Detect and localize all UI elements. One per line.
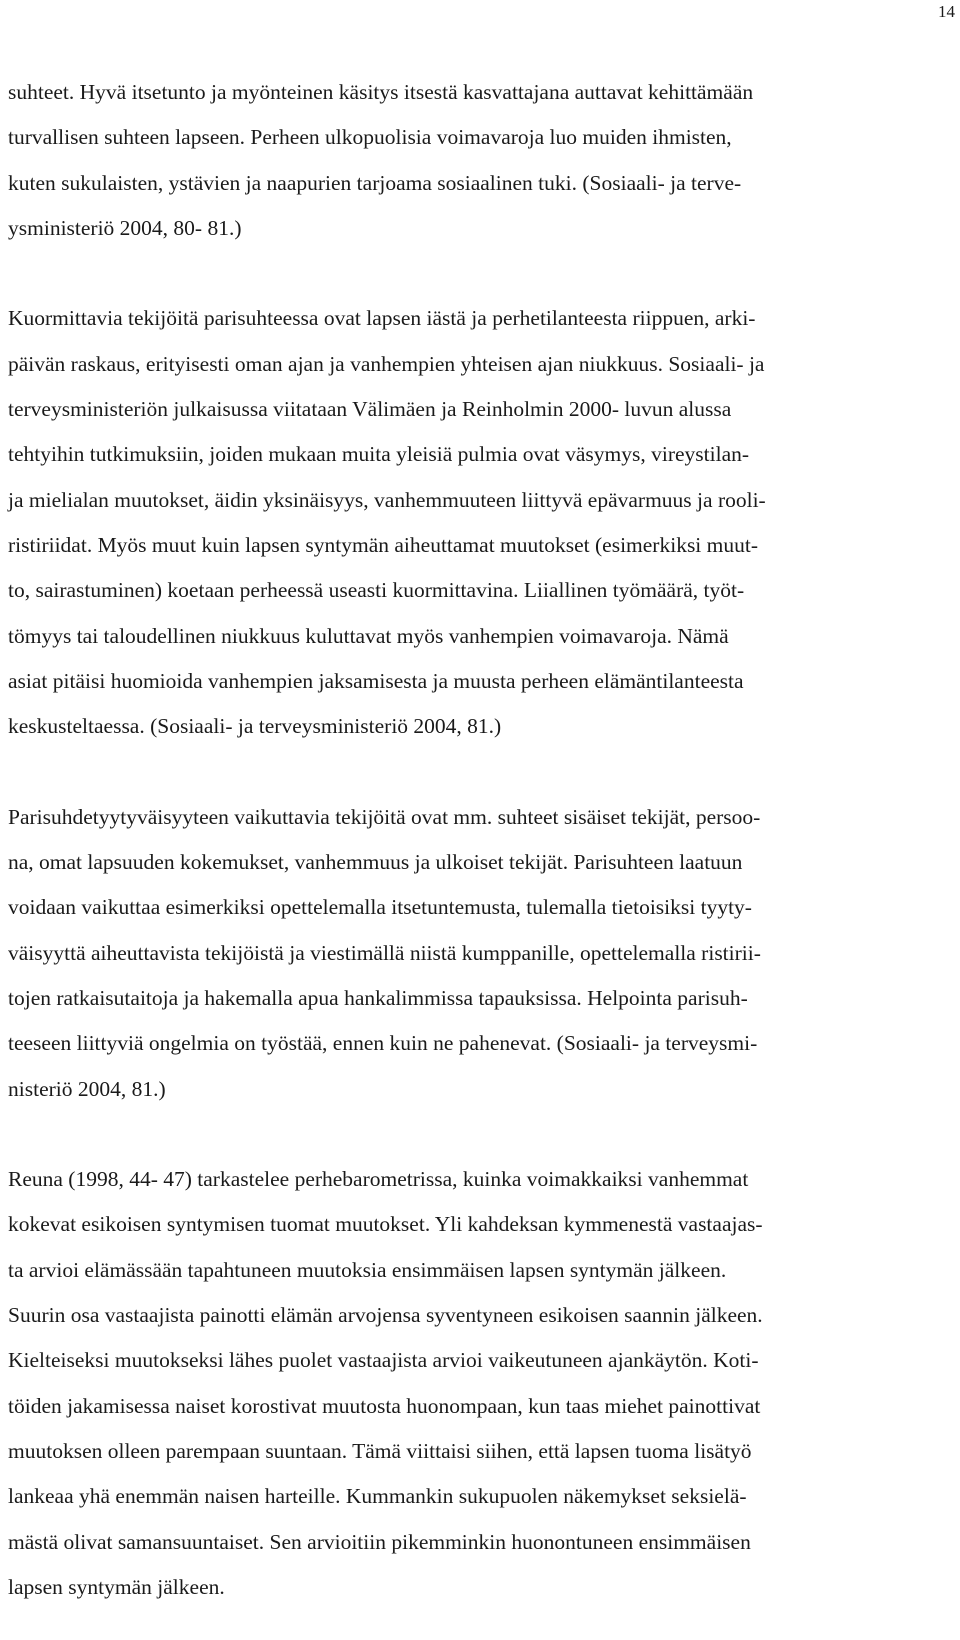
paragraph-gap <box>8 749 953 794</box>
text-line: lankeaa yhä enemmän naisen harteille. Kummankin sukupuolen näkemykset seksielä- <box>8 1484 747 1509</box>
text-line: voidaan vaikuttaa esimerkiksi opettelemalla itsetuntemusta, tulemalla tietoisiksi tyyty- <box>8 895 752 920</box>
text-line: ysministeriö 2004, 80- 81.) <box>8 215 242 240</box>
paragraph-4 <box>8 1157 953 1610</box>
text-line: Parisuhdetyytyväisyyteen vaikuttavia tekijöitä ovat mm. suhteet sisäiset tekijät, persoo- <box>8 804 761 829</box>
paragraph-2 <box>8 296 953 749</box>
text-line: Kuormittavia tekijöitä parisuhteessa ovat lapsen iästä ja perhetilanteesta riippuen, arki- <box>8 306 756 331</box>
paragraph-3 <box>8 795 953 1112</box>
text-line: tömyys tai taloudellinen niukkuus kuluttavat myös vanhempien voimavaroja. Nämä <box>8 623 729 648</box>
text-line: kokevat esikoisen syntymisen tuomat muutokset. Yli kahdeksan kymmenestä vastaajas- <box>8 1212 763 1237</box>
text-line: päivän raskaus, erityisesti oman ajan ja vanhempien yhteisen ajan niukkuus. Sosiaali- ja <box>8 351 765 376</box>
text-line: muutoksen olleen parempaan suuntaan. Tämä viittaisi siihen, että lapsen tuoma lisätyö <box>8 1438 752 1463</box>
text-line: ja mielialan muutokset, äidin yksinäisyys, vanhemmuuteen liittyvä epävarmuus ja rooli- <box>8 487 766 512</box>
paragraph-gap <box>8 1112 953 1157</box>
text-line: kuten sukulaisten, ystävien ja naapurien tarjoama sosiaalinen tuki. (Sosiaali- ja terve- <box>8 170 742 195</box>
text-line: Suurin osa vastaajista painotti elämän arvojensa syventyneen esikoisen saannin jälkeen. <box>8 1303 763 1328</box>
text-line: mästä olivat samansuuntaiset. Sen arvioitiin pikemminkin huonontuneen ensimmäisen <box>8 1529 751 1554</box>
text-line: na, omat lapsuuden kokemukset, vanhemmuus ja ulkoiset tekijät. Parisuhteen laatuun <box>8 850 743 875</box>
page-body <box>8 70 953 1610</box>
text-line: ristiriidat. Myös muut kuin lapsen syntymän aiheuttamat muutokset (esimerkiksi muut- <box>8 532 759 557</box>
text-line: Kielteiseksi muutokseksi lähes puolet vastaajista arvioi vaikeutuneen ajankäytön. Koti- <box>8 1348 759 1373</box>
text-line: lapsen syntymän jälkeen. <box>8 1574 225 1599</box>
text-line: to, sairastuminen) koetaan perheessä useasti kuormittavina. Liiallinen työmäärä, työt- <box>8 578 745 603</box>
text-line: ta arvioi elämässään tapahtuneen muutoksia ensimmäisen lapsen syntymän jälkeen. <box>8 1257 727 1282</box>
text-line: väisyyttä aiheuttavista tekijöistä ja viestimällä niistä kumppanille, opettelemalla ristirii- <box>8 940 761 965</box>
text-line: nisteriö 2004, 81.) <box>8 1076 166 1101</box>
text-line: terveysministeriön julkaisussa viitataan Välimäen ja Reinholmin 2000- luvun alussa <box>8 397 732 422</box>
text-line: tehtyihin tutkimuksiin, joiden mukaan muita yleisiä pulmia ovat väsymys, vireystilan- <box>8 442 750 467</box>
text-line: tojen ratkaisutaitoja ja hakemalla apua hankalimmissa tapauksissa. Helpointa parisuh- <box>8 985 748 1010</box>
text-line: turvallisen suhteen lapseen. Perheen ulkopuolisia voimavaroja luo muiden ihmisten, <box>8 125 732 150</box>
text-line: keskusteltaessa. (Sosiaali- ja terveysministeriö 2004, 81.) <box>8 714 502 739</box>
page-number: 14 <box>938 2 955 21</box>
text-line: Reuna (1998, 44- 47) tarkastelee perhebarometrissa, kuinka voimakkaiksi vanhemmat <box>8 1167 749 1192</box>
paragraph-1 <box>8 70 953 251</box>
text-line: suhteet. Hyvä itsetunto ja myönteinen käsitys itsestä kasvattajana auttavat kehittämään <box>8 80 754 104</box>
text-line: teeseen liittyviä ongelmia on työstää, ennen kuin ne pahenevat. (Sosiaali- ja terveysmi- <box>8 1031 758 1056</box>
text-line: asiat pitäisi huomioida vanhempien jaksamisesta ja muusta perheen elämäntilanteesta <box>8 668 744 693</box>
text-line: töiden jakamisessa naiset korostivat muutosta huonompaan, kun taas miehet painottivat <box>8 1393 761 1418</box>
paragraph-gap <box>8 251 953 296</box>
